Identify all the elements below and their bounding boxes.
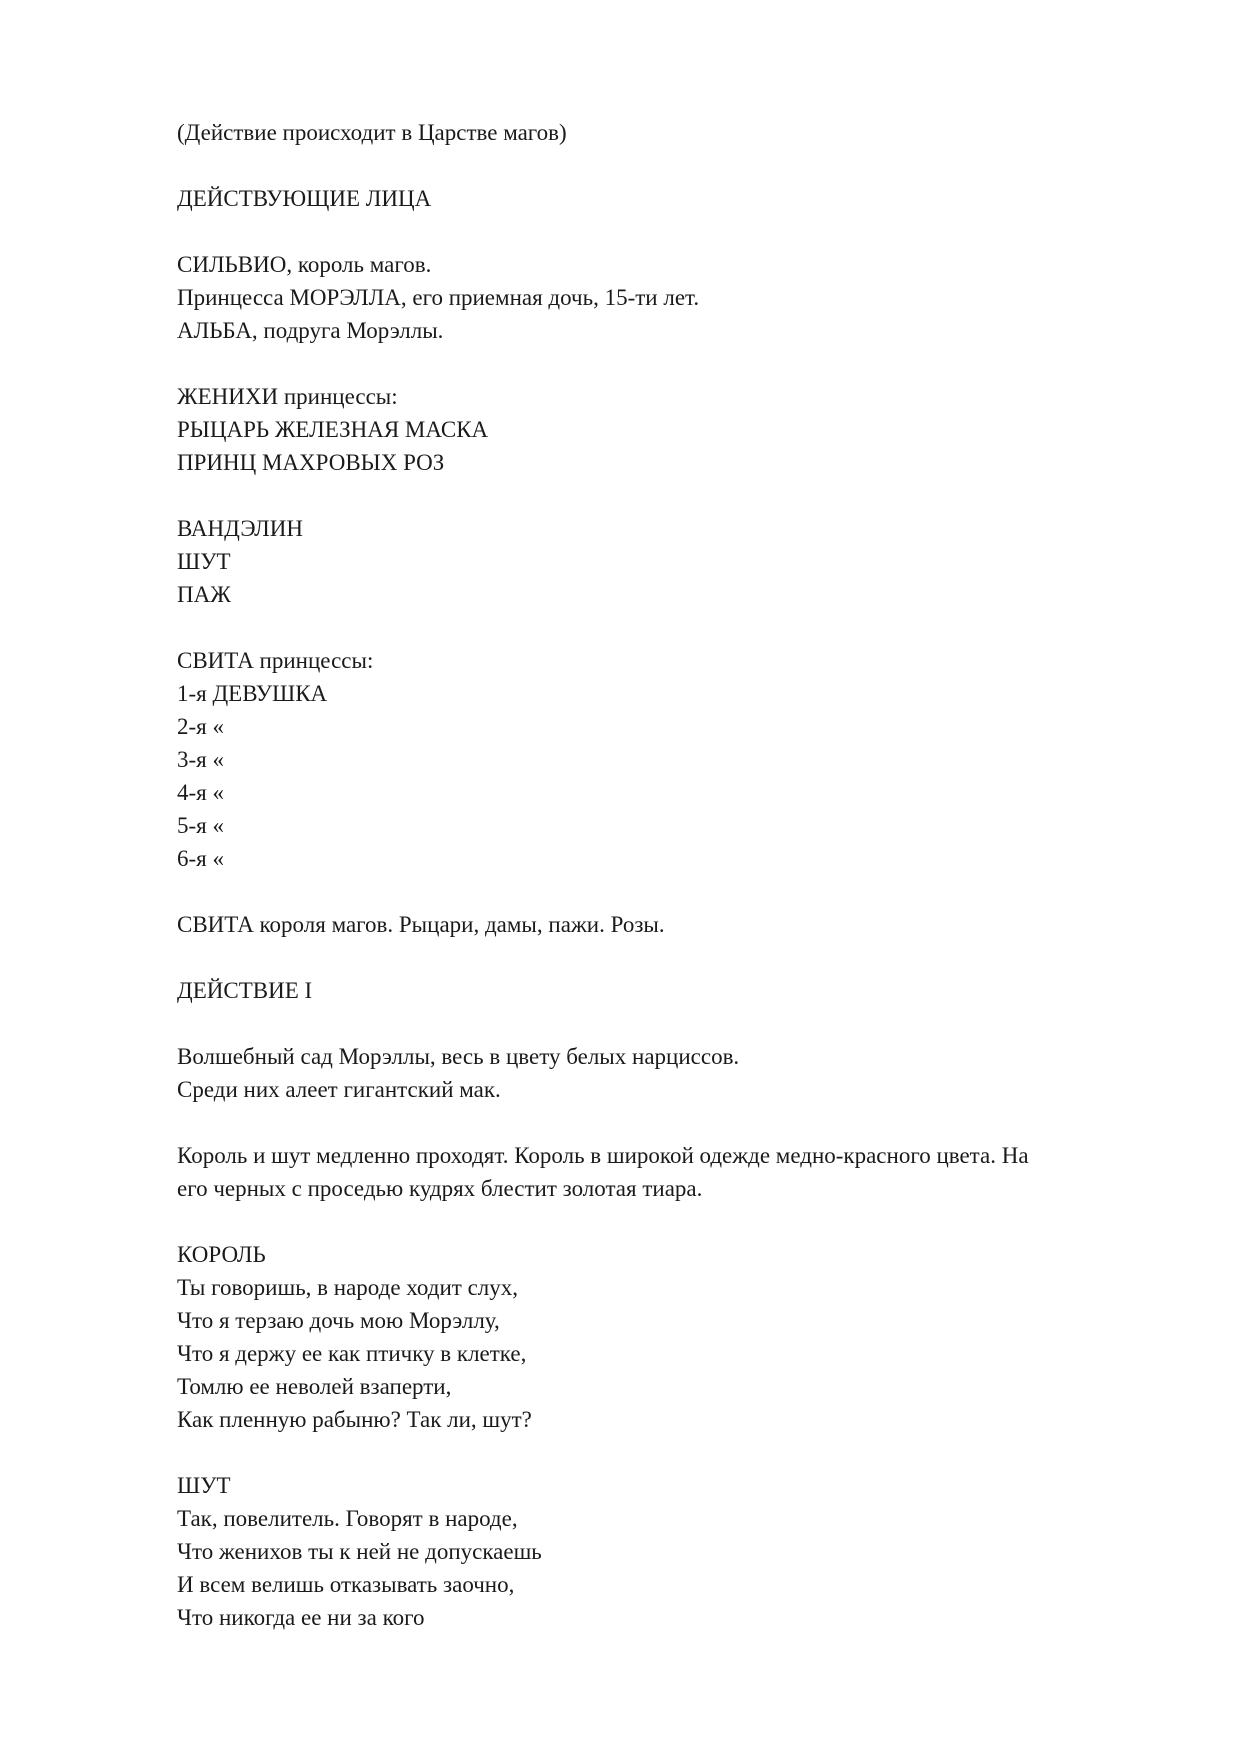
scene-line: Среди них алеет гигантский мак. — [177, 1077, 501, 1102]
paragraph-gap — [177, 347, 1127, 380]
scene-line: Волшебный сад Морэллы, весь в цвету белых нарциссов. — [177, 1044, 740, 1069]
verse-line: Что женихов ты к ней не допускаешь — [177, 1539, 542, 1564]
retinue-item: 4-я « — [177, 780, 224, 805]
suitors-list — [177, 413, 1127, 479]
suitor-item: ПРИНЦ МАХРОВЫХ РОЗ — [177, 450, 445, 475]
paragraph-gap — [177, 611, 1127, 644]
paragraph-gap — [177, 1205, 1127, 1238]
paragraph-gap — [177, 1436, 1127, 1469]
stage-direction — [177, 1139, 1127, 1205]
verse-line: Ты говоришь, в народе ходит слух, — [177, 1275, 519, 1300]
verse-line: Что я держу ее как птичку в клетке, — [177, 1341, 527, 1366]
character-item: ШУТ — [177, 549, 231, 574]
retinue-item: 3-я « — [177, 747, 224, 772]
paragraph-gap — [177, 215, 1127, 248]
retinue-item: 2-я « — [177, 714, 224, 739]
cast-item: Принцесса МОРЭЛЛА, его приемная дочь, 15-ти лет. — [177, 285, 700, 310]
verse-line: Так, повелитель. Говорят в народе, — [177, 1506, 518, 1531]
others-list — [177, 512, 1127, 611]
paragraph-gap — [177, 1007, 1127, 1040]
suitor-item: РЫЦАРЬ ЖЕЛЕЗНАЯ МАСКА — [177, 417, 489, 442]
cast-item: АЛЬБА, подруга Морэллы. — [177, 318, 444, 343]
paragraph-gap — [177, 479, 1127, 512]
speaker-name: КОРОЛЬ — [177, 1242, 266, 1267]
retinue-heading: СВИТА принцессы: — [177, 648, 374, 673]
paragraph-gap — [177, 149, 1127, 182]
cast-item: СИЛЬВИО, король магов. — [177, 252, 432, 277]
character-item: ПАЖ — [177, 582, 231, 607]
verse-line: Что я терзаю дочь мою Морэллу, — [177, 1308, 500, 1333]
verse-line: Томлю ее неволей взаперти, — [177, 1374, 452, 1399]
paragraph-gap — [177, 941, 1127, 974]
scene-description — [177, 1040, 1127, 1106]
retinue-item: 1-я ДЕВУШКА — [177, 681, 328, 706]
suitors-heading: ЖЕНИХИ принцессы: — [177, 384, 398, 409]
cast-heading: ДЕЙСТВУЮЩИЕ ЛИЦА — [177, 186, 432, 211]
setting-line: (Действие происходит в Царстве магов) — [177, 120, 567, 145]
paragraph-gap — [177, 1106, 1127, 1139]
stage-direction-line: его черных с проседью кудрях блестит золотая тиара. — [177, 1176, 703, 1201]
paragraph-gap — [177, 875, 1127, 908]
verse-line: Как пленную рабыню? Так ли, шут? — [177, 1407, 532, 1432]
speech-jester — [177, 1469, 1127, 1634]
stage-direction-line: Король и шут медленно проходят. Король в широкой одежде медно-красного цвета. На — [177, 1143, 1029, 1168]
verse-line: Что никогда ее ни за кого — [177, 1605, 425, 1630]
king-retinue-line: СВИТА короля магов. Рыцари, дамы, пажи. Розы. — [177, 912, 665, 937]
document-body — [177, 116, 1127, 1634]
cast-main-list — [177, 248, 1127, 347]
retinue-list — [177, 677, 1127, 875]
speaker-name: ШУТ — [177, 1473, 231, 1498]
verse-line: И всем велишь отказывать заочно, — [177, 1572, 515, 1597]
retinue-item: 6-я « — [177, 846, 224, 871]
retinue-item: 5-я « — [177, 813, 224, 838]
speech-king — [177, 1238, 1127, 1436]
act-heading: ДЕЙСТВИЕ I — [177, 978, 313, 1003]
character-item: ВАНДЭЛИН — [177, 516, 303, 541]
